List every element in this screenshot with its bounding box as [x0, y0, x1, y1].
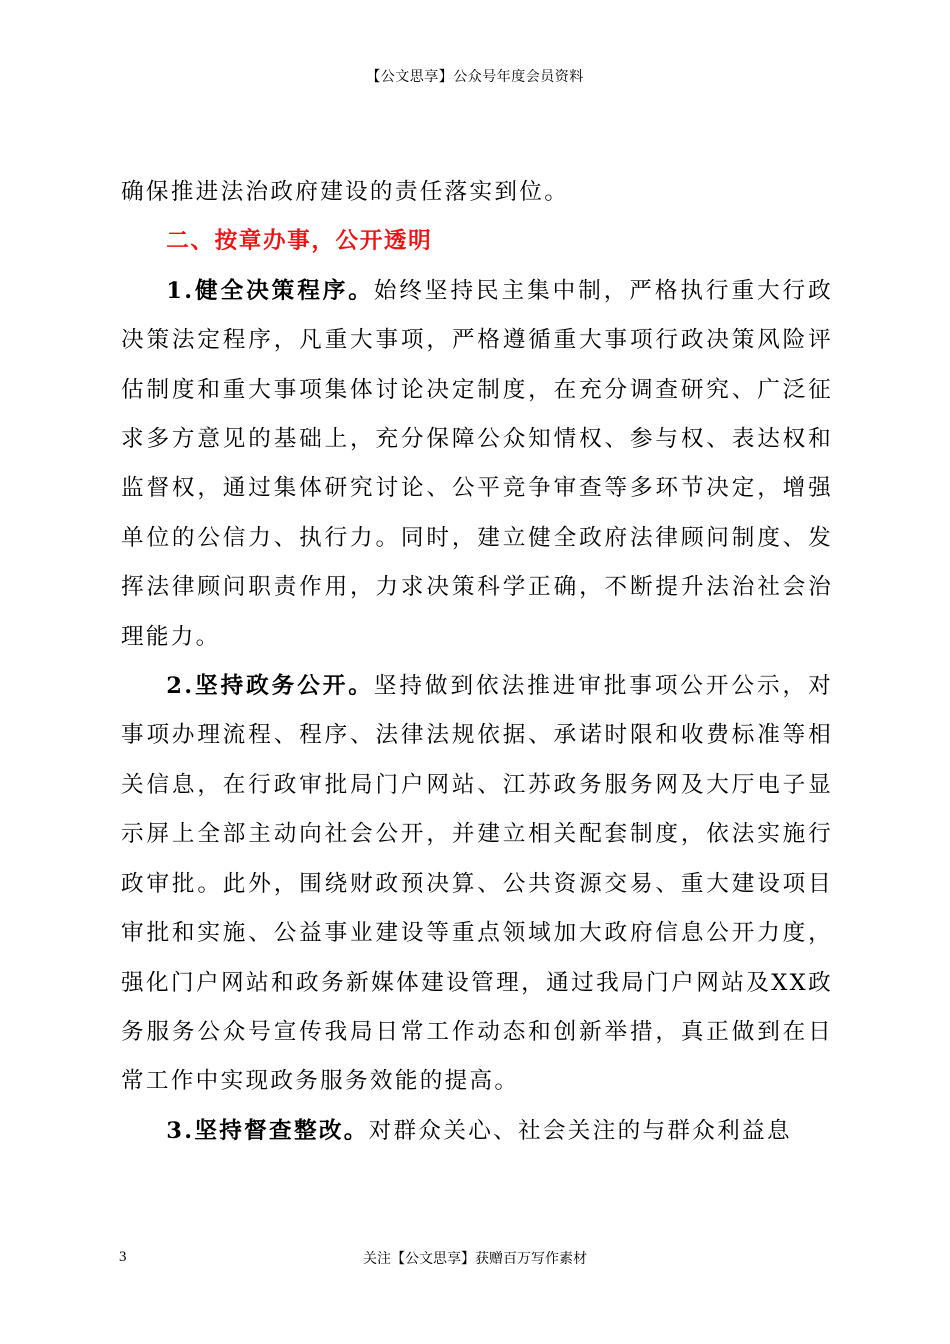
page-footer: 关注【公文思享】获赠百万写作素材: [363, 1251, 587, 1267]
paragraph-continuation: 确保推进法治政府建设的责任落实到位。: [121, 179, 570, 205]
item-1-lead: 1.健全决策程序。: [166, 277, 374, 304]
item-2-lead: 2.坚持政务公开。: [166, 673, 374, 700]
paragraph-item-1: [121, 267, 833, 662]
item-3-lead: 3.坚持督查整改。: [166, 1117, 369, 1144]
paragraph-item-2: [121, 662, 833, 1107]
paragraph-item-3: [121, 1107, 833, 1156]
item-3-text: 对群众关心、社会关注的与群众利益息: [368, 1117, 792, 1144]
item-2-text: 坚持做到依法推进审批事项公开公示，对事项办理流程、程序、法律法规依据、承诺时限和收费标准等相关信息，在行政审批局门户网站、江苏政务服务网及大厅电子显示屏上全部主动向社会公开，并建立相关配套制度，依法实施行政审批。此外，围绕财政预决算、公共资源交易、重大建设项目审批和实施、公益事业建设等重点领域加大政府信息公开力度，强化门户网站和政务新媒体建设管理，通过我局门户网站及XX政务服务公众号宣传我局日常工作动态和创新举措，真正做到在日常工作中实现政务服务效能的提高。: [121, 673, 833, 1095]
document-body: [121, 168, 833, 1156]
item-1-text: 始终坚持民主集中制，严格执行重大行政决策法定程序，凡重大事项，严格遵循重大事项行政决策风险评估制度和重大事项集体讨论决定制度，在充分调查研究、广泛征求多方意见的基础上，充分保障公众知情权、参与权、表达权和监督权，通过集体研究讨论、公平竞争审查等多环节决定，增强单位的公信力、执行力。同时，建立健全政府法律顾问制度、发挥法律顾问职责作用，力求决策科学正确，不断提升法治社会治理能力。: [121, 277, 833, 650]
section-heading: 二、按章办事，公开透明: [166, 228, 433, 255]
page-number: 3: [119, 1249, 127, 1265]
page-header: 【公文思享】公众号年度会员资料: [366, 69, 584, 85]
